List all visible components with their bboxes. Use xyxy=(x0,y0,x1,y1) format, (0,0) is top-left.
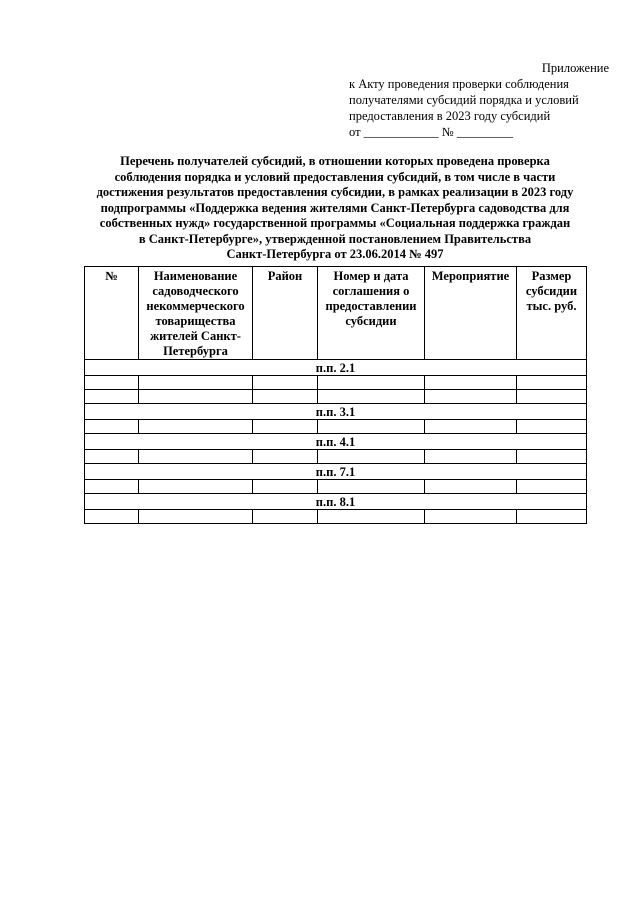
column-header-number: № xyxy=(85,267,139,360)
table-row xyxy=(85,450,587,464)
section-label: п.п. 7.1 xyxy=(85,464,587,480)
heading-line-4: подпрограммы «Поддержка ведения жителями Санкт-Петербурга садоводства для xyxy=(100,200,570,215)
column-header-subsidy-amount: Размер субсидии тыс. руб. xyxy=(517,267,587,360)
recipients-table xyxy=(84,266,587,524)
heading-line-7: Санкт-Петербурга от 23.06.2014 № 497 xyxy=(226,247,444,261)
heading-line-3: достижения результатов предоставления субсидии, в рамках реализации в 2023 году xyxy=(96,185,574,199)
table-row xyxy=(85,376,587,390)
appendix-line-2: получателями субсидий порядка и условий xyxy=(349,93,579,107)
column-header-partnership-name: Наименование садоводческого некоммерческого товарищества жителей Санкт-Петербурга xyxy=(139,267,253,360)
section-label: п.п. 8.1 xyxy=(85,494,587,510)
column-header-activity: Мероприятие xyxy=(425,267,517,360)
appendix-line-3: предоставления в 2023 году субсидий xyxy=(349,109,551,123)
heading-line-6: в Санкт-Петербурге», утвержденной постановлением Правительства xyxy=(138,231,532,246)
table-row xyxy=(85,390,587,404)
section-row xyxy=(85,360,587,376)
section-label: п.п. 2.1 xyxy=(85,360,587,376)
heading-line-2: соблюдения порядка и условий предоставления субсидий, в том числе в части xyxy=(114,169,556,184)
table-row xyxy=(85,480,587,494)
heading-line-5: собственных нужд» государственной программы «Социальная поддержка граждан xyxy=(99,216,571,230)
appendix-line-1: к Акту проведения проверки соблюдения xyxy=(349,77,569,91)
column-header-agreement: Номер и дата соглашения о предоставлении субсидии xyxy=(318,267,425,360)
section-label: п.п. 4.1 xyxy=(85,434,587,450)
table-header-row xyxy=(85,267,587,360)
table-row xyxy=(85,510,587,524)
appendix-title: Приложение xyxy=(541,61,609,75)
table-row xyxy=(85,420,587,434)
section-label: п.п. 3.1 xyxy=(85,404,587,420)
appendix-line-4: от ____________ № _________ xyxy=(349,125,514,139)
column-header-district: Район xyxy=(253,267,318,360)
section-row xyxy=(85,464,587,480)
heading-line-1: Перечень получателей субсидий, в отношении которых проведена проверка xyxy=(120,154,550,168)
section-row xyxy=(85,494,587,510)
section-row xyxy=(85,434,587,450)
document-heading xyxy=(84,154,586,263)
section-row xyxy=(85,404,587,420)
appendix-block xyxy=(349,60,609,140)
